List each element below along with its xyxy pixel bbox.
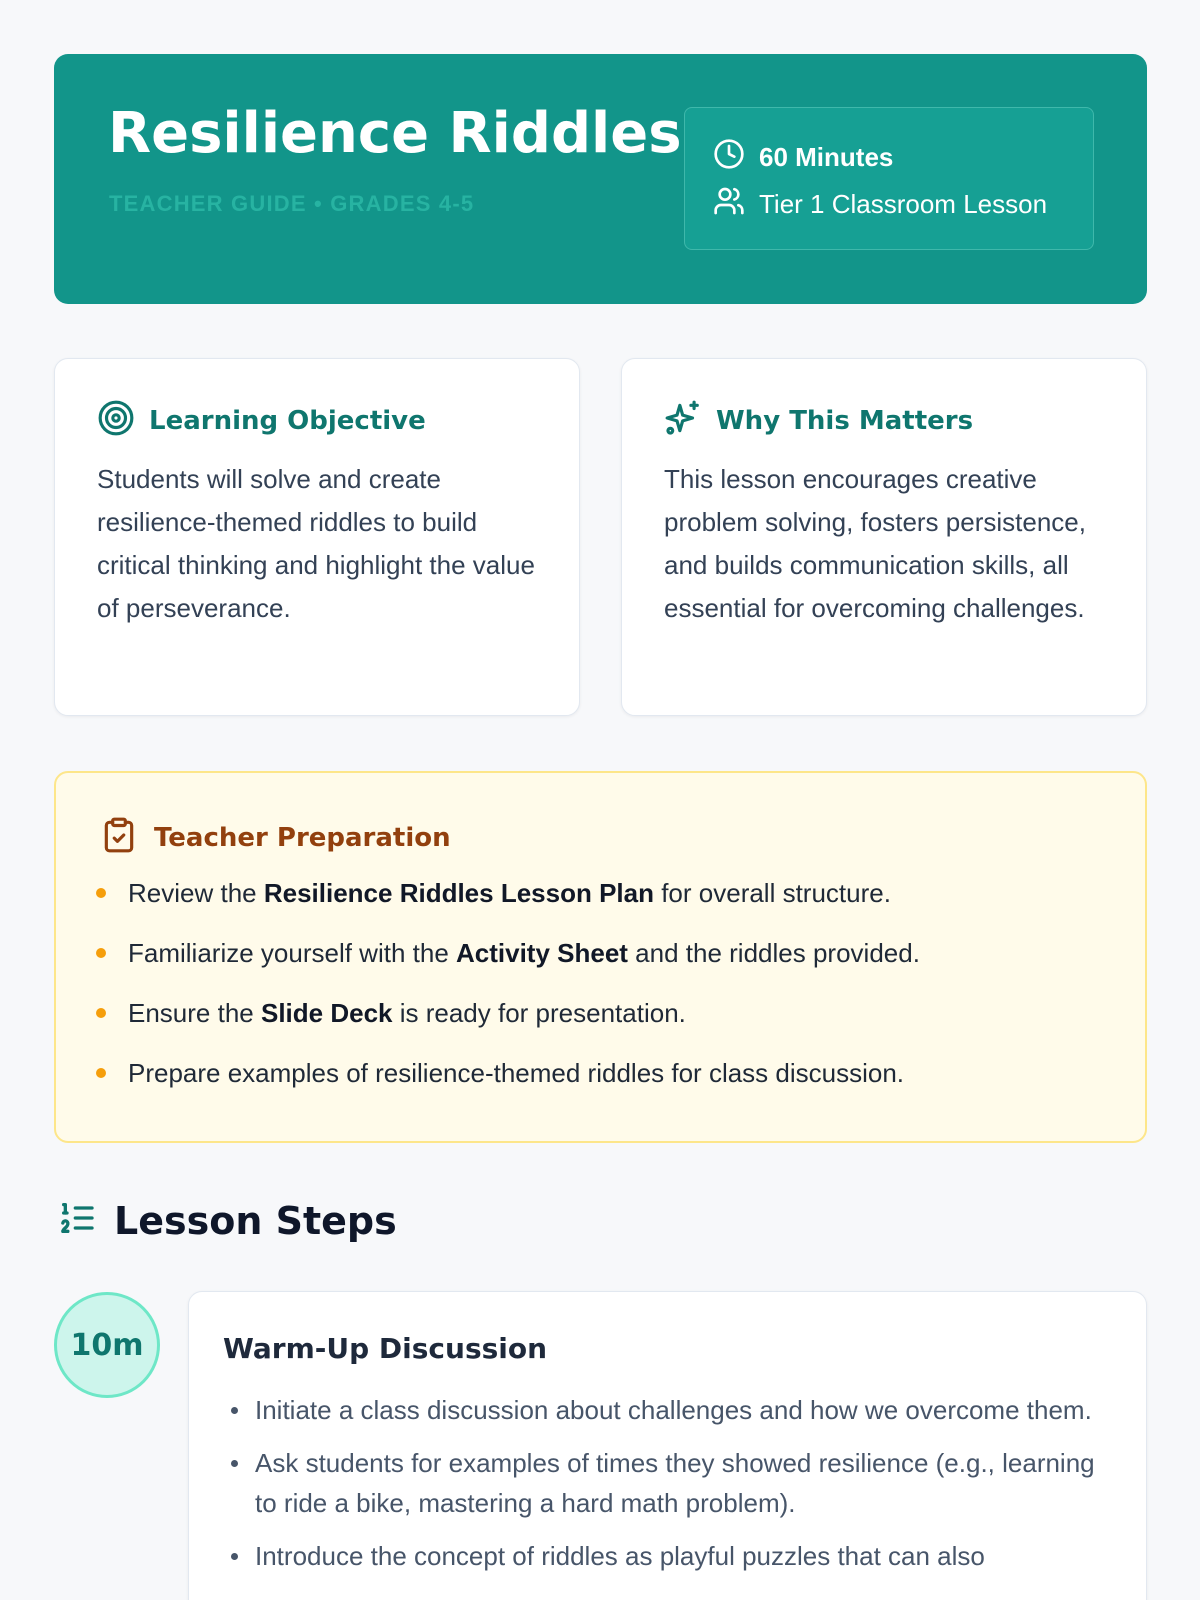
item-text: and the riddles provided. [627, 938, 920, 968]
learning-objective-card [54, 358, 580, 716]
list-item [96, 873, 920, 933]
item-text: is ready for presentation. [392, 998, 686, 1028]
list-item [223, 1390, 1103, 1430]
clock-icon [713, 138, 745, 177]
list-item [96, 1053, 920, 1113]
why-this-matters-card [621, 358, 1147, 716]
learning-objective-title: Learning Objective [149, 405, 426, 436]
bullet-dot [231, 1553, 238, 1560]
learning-objective-heading [97, 399, 426, 442]
item-emphasis: Activity Sheet [456, 938, 628, 968]
teacher-preparation-title: Teacher Preparation [154, 822, 451, 853]
step-bullet-list [223, 1390, 1103, 1589]
bullet-dot [96, 1008, 106, 1018]
why-this-matters-text: This lesson encourages creative problem solving, fosters persistence, and builds communication skills, all essential for overcoming challenges. [664, 464, 1086, 623]
item-emphasis: Slide Deck [260, 998, 393, 1028]
sparkles-icon [664, 399, 702, 442]
bullet-text: Introduce the concept of riddles as playful puzzles that can also [255, 1541, 985, 1571]
header-banner [54, 54, 1147, 304]
item-text: for overall structure. [653, 878, 891, 908]
item-text: Familiarize yourself with the [128, 938, 456, 968]
item-text: Ensure the [128, 998, 261, 1028]
duration-row [713, 138, 893, 177]
list-ordered-icon [56, 1198, 98, 1243]
teacher-preparation-panel [54, 771, 1147, 1143]
item-emphasis: Resilience Riddles Lesson Plan [263, 878, 654, 908]
learning-objective-text: Students will solve and create resilience-themed riddles to build critical thinking and highlight the value of perseverance. [97, 464, 535, 623]
item-text: Prepare examples of resilience-themed riddles for class discussion. [128, 1058, 905, 1088]
lesson-steps-title: Lesson Steps [114, 1198, 397, 1243]
bullet-dot [96, 1068, 106, 1078]
why-this-matters-title: Why This Matters [716, 405, 974, 436]
target-icon [97, 399, 135, 442]
list-item [96, 933, 920, 993]
tier-row [713, 185, 1047, 224]
step-title: Warm-Up Discussion [223, 1332, 548, 1365]
lesson-meta-box [684, 107, 1094, 250]
teacher-preparation-list [96, 873, 920, 1113]
clipboard-check-icon [100, 815, 138, 860]
list-item [223, 1536, 1103, 1576]
bullet-text: Initiate a class discussion about challenges and how we overcome them. [255, 1395, 1092, 1425]
lesson-steps-heading [56, 1198, 397, 1243]
tier-text: Tier 1 Classroom Lesson [759, 189, 1048, 219]
list-item [223, 1443, 1103, 1523]
bullet-dot [96, 948, 106, 958]
item-text: Review the [128, 878, 264, 908]
step-duration-badge: 10m [54, 1292, 160, 1398]
step-card-warm-up [188, 1291, 1147, 1600]
teacher-preparation-heading [100, 815, 451, 860]
duration-text: 60 Minutes [759, 142, 894, 172]
page-subtitle: TEACHER GUIDE • GRADES 4-5 [109, 191, 475, 216]
bullet-dot [96, 888, 106, 898]
bullet-dot [231, 1460, 238, 1467]
list-item [96, 993, 920, 1053]
page-title: Resilience Riddles [108, 101, 682, 166]
bullet-dot [231, 1407, 238, 1414]
users-icon [713, 185, 745, 224]
why-this-matters-heading [664, 399, 973, 442]
bullet-text: Ask students for examples of times they showed resilience (e.g., learning to ride a bike, mastering a hard math problem). [255, 1448, 1095, 1518]
